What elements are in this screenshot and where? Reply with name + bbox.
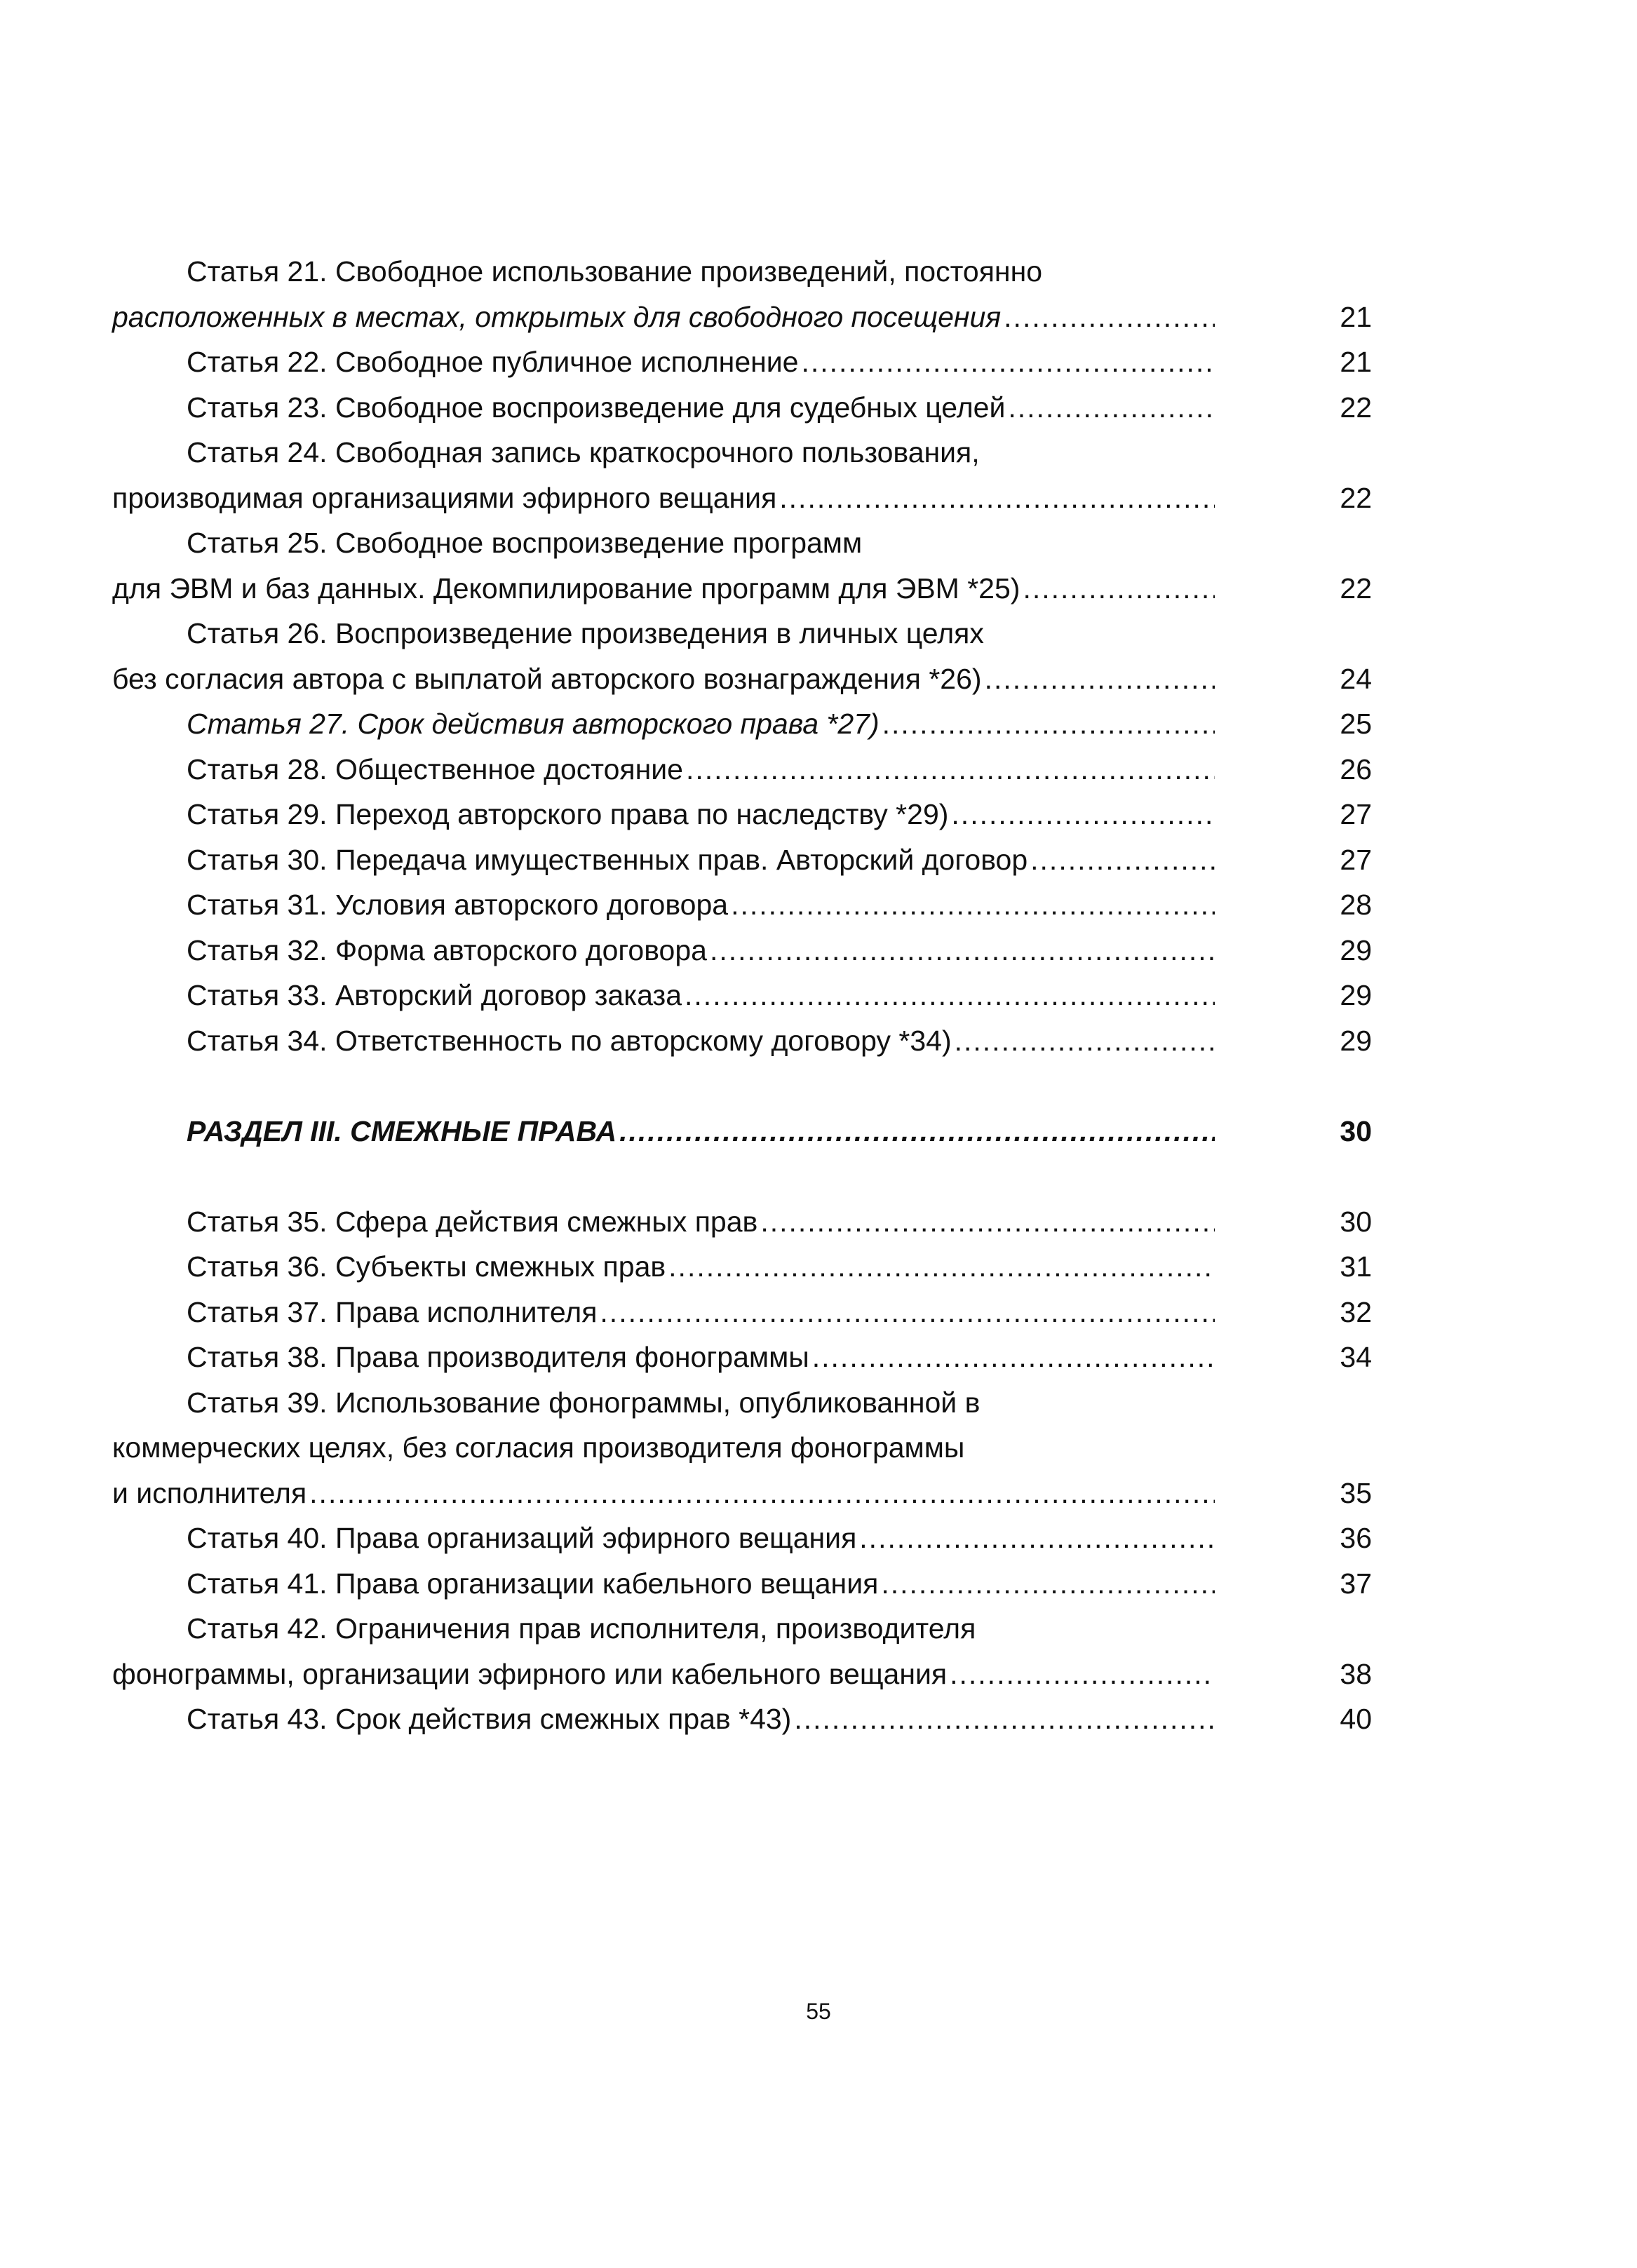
section-title: РАЗДЕЛ III. СМЕЖНЫЕ ПРАВА <box>187 1114 617 1147</box>
toc-entry-title: Статья 24. Свободная запись краткосрочного пользования, <box>187 436 980 468</box>
toc-entry <box>112 792 1372 837</box>
dot-leader <box>600 1290 1215 1335</box>
toc-entry-title: Статья 32. Форма авторского договора <box>187 933 707 966</box>
toc-page-number: 26 <box>1340 752 1372 785</box>
toc-entry-title: Статья 38. Права производителя фонограммы <box>187 1341 809 1373</box>
toc-page-number: 21 <box>1340 346 1372 378</box>
toc-page-number: 28 <box>1340 889 1372 921</box>
dot-leader <box>309 1471 1215 1516</box>
toc-entry <box>112 566 1372 612</box>
toc-entry <box>112 1290 1372 1335</box>
toc-entry <box>112 1516 1372 1561</box>
toc-page-number: 32 <box>1340 1295 1372 1328</box>
toc-entry <box>112 1471 1372 1516</box>
toc-entry <box>112 928 1372 973</box>
toc-entry <box>112 249 1347 295</box>
toc-spacer <box>112 1154 1347 1199</box>
toc-spacer <box>112 1063 1347 1109</box>
toc-entry <box>112 837 1372 883</box>
toc-page-number: 38 <box>1340 1657 1372 1690</box>
toc-entry-title: Статья 41. Права организации кабельного вещания <box>187 1567 879 1600</box>
toc-entry <box>112 1199 1372 1245</box>
dot-leader <box>801 339 1215 385</box>
dot-leader <box>760 1199 1215 1245</box>
toc-page-number: 36 <box>1340 1522 1372 1554</box>
toc-page-number: 27 <box>1340 843 1372 876</box>
dot-leader <box>668 1244 1215 1290</box>
table-of-contents <box>112 249 1372 1742</box>
toc-entry-title: Статья 35. Сфера действия смежных прав <box>187 1205 758 1238</box>
toc-entry <box>112 611 1347 656</box>
toc-entry-title: Статья 37. Права исполнителя <box>187 1295 598 1328</box>
toc-entry <box>112 1244 1372 1290</box>
toc-entry <box>112 520 1347 566</box>
toc-entry-title: Статья 33. Авторский договор заказа <box>187 979 682 1011</box>
toc-entry-title: и исполнителя <box>112 1476 307 1509</box>
toc-entry <box>112 1335 1372 1380</box>
toc-entry-title: Статья 36. Субъекты смежных прав <box>187 1250 666 1283</box>
dot-leader <box>881 1561 1215 1607</box>
toc-page-number: 24 <box>1340 662 1372 695</box>
toc-entry <box>112 1652 1372 1697</box>
toc-entry <box>112 701 1372 747</box>
toc-page-number: 22 <box>1340 572 1372 605</box>
toc-entry-title: Статья 43. Срок действия смежных прав *43) <box>187 1703 792 1735</box>
toc-entry <box>112 1380 1347 1426</box>
dot-leader <box>1023 566 1215 612</box>
dot-leader <box>685 973 1215 1018</box>
toc-entry <box>112 747 1372 792</box>
toc-entry-title: Статья 23. Свободное воспроизведение для судебных целей <box>187 391 1006 424</box>
toc-page-number: 25 <box>1340 708 1372 740</box>
toc-entry <box>112 1561 1372 1607</box>
section-heading <box>112 1109 1372 1154</box>
dot-leader <box>1004 295 1215 340</box>
dot-leader <box>686 747 1215 792</box>
toc-entry-title: Статья 26. Воспроизведение произведения в личных целях <box>187 617 984 649</box>
dot-leader <box>710 928 1215 973</box>
toc-entry <box>112 295 1372 340</box>
toc-page-number: 30 <box>1340 1205 1372 1238</box>
toc-page-number: 34 <box>1340 1341 1372 1373</box>
toc-entry <box>112 882 1372 928</box>
dot-leader <box>859 1516 1215 1561</box>
dot-leader <box>955 1018 1215 1064</box>
toc-entry-title: без согласия автора с выплатой авторского вознаграждения *26) <box>112 662 982 695</box>
toc-page-number: 37 <box>1340 1567 1372 1600</box>
dot-leader <box>985 656 1215 702</box>
toc-page-number: 35 <box>1340 1476 1372 1509</box>
dot-leader <box>794 1696 1215 1742</box>
toc-entry <box>112 973 1372 1018</box>
toc-entry-title: фонограммы, организации эфирного или кабельного вещания <box>112 1657 948 1690</box>
toc-entry-title: Статья 39. Использование фонограммы, опубликованной в <box>187 1386 981 1419</box>
dot-leader <box>951 792 1215 837</box>
toc-page-number: 29 <box>1340 979 1372 1011</box>
toc-entry-title: Статья 40. Права организаций эфирного вещания <box>187 1522 857 1554</box>
toc-entry-title: производимая организациями эфирного вещания <box>112 481 777 514</box>
toc-entry <box>112 1606 1347 1652</box>
toc-entry <box>112 1696 1372 1742</box>
toc-entry <box>112 1018 1372 1064</box>
toc-entry-title: Статья 27. Срок действия авторского права *27) <box>187 708 880 740</box>
toc-page-number: 22 <box>1340 391 1372 424</box>
toc-page-number: 22 <box>1340 481 1372 514</box>
toc-page-number: 40 <box>1340 1703 1372 1735</box>
toc-page-number: 21 <box>1340 300 1372 333</box>
dot-leader <box>882 701 1215 747</box>
toc-entry <box>112 1425 1347 1471</box>
toc-page-number: 30 <box>1340 1114 1372 1147</box>
toc-entry <box>112 656 1372 702</box>
page-number: 55 <box>806 1999 831 2024</box>
toc-page-number: 27 <box>1340 798 1372 830</box>
toc-page-number: 29 <box>1340 1024 1372 1057</box>
toc-entry-title: Статья 22. Свободное публичное исполнение <box>187 346 799 378</box>
dot-leader <box>1008 385 1215 431</box>
dot-leader <box>950 1652 1215 1697</box>
toc-entry-title: Статья 31. Условия авторского договора <box>187 889 729 921</box>
dot-leader <box>779 475 1215 521</box>
toc-entry-title: коммерческих целях, без согласия производителя фонограммы <box>112 1431 965 1464</box>
toc-entry <box>112 430 1347 475</box>
toc-entry <box>112 475 1372 521</box>
toc-entry-title: Статья 42. Ограничения прав исполнителя, производителя <box>187 1612 976 1645</box>
toc-page-number: 31 <box>1340 1250 1372 1283</box>
toc-entry-title: Статья 25. Свободное воспроизведение программ <box>187 527 863 559</box>
toc-entry-title: Статья 29. Переход авторского права по наследству *29) <box>187 798 949 830</box>
toc-entry-title: расположенных в местах, открытых для свободного посещения <box>112 300 1002 333</box>
toc-entry <box>112 385 1372 431</box>
toc-entry-title: Статья 28. Общественное достояние <box>187 752 683 785</box>
toc-entry-title: Статья 21. Свободное использование произведений, постоянно <box>187 255 1043 288</box>
toc-entry-title: для ЭВМ и баз данных. Декомпилирование программ для ЭВМ *25) <box>112 572 1020 605</box>
toc-entry-title: Статья 34. Ответственность по авторскому договору *34) <box>187 1024 952 1057</box>
dot-leader <box>812 1335 1215 1380</box>
toc-entry <box>112 339 1372 385</box>
dot-leader <box>619 1109 1215 1154</box>
dot-leader <box>731 882 1215 928</box>
dot-leader <box>1030 837 1215 883</box>
toc-page-number: 29 <box>1340 933 1372 966</box>
toc-entry-title: Статья 30. Передача имущественных прав. Авторский договор <box>187 843 1028 876</box>
